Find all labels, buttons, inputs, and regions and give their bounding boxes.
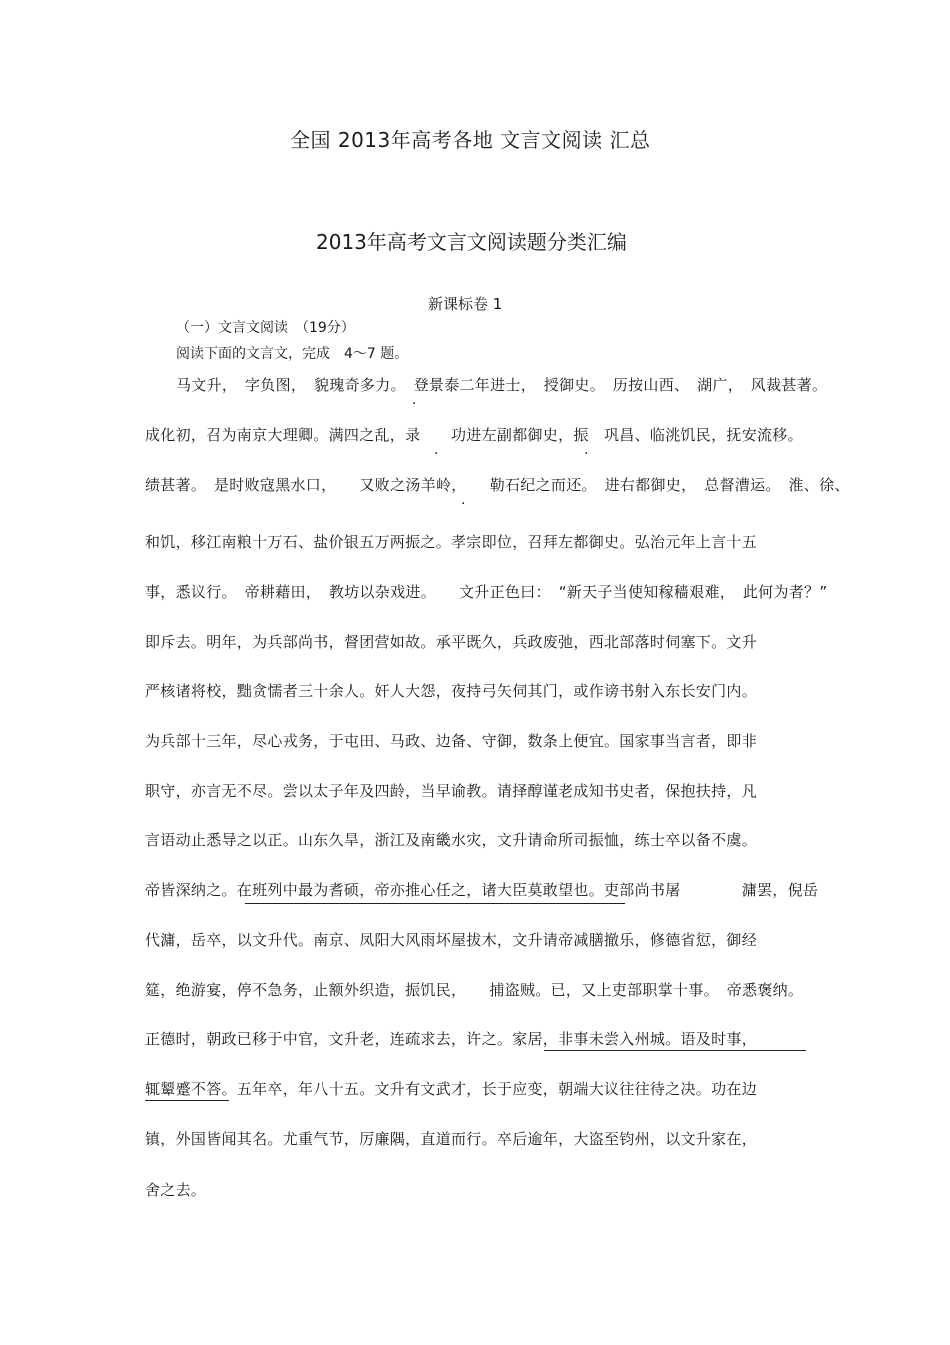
question-label: （一）文言文阅读 （19分） bbox=[176, 320, 355, 336]
passage-line-2: 成化初，召为南京大理卿。满四之乱，录 功进左副都御史，振 巩昌、临洮饥民，抚安流移。 bbox=[145, 426, 803, 444]
passage-line-9: 职守，亦言无不尽。尝以太子年及四龄，当早谕教。请择醇谨老成知书史者，保抱扶持，凡 bbox=[145, 782, 758, 800]
passage-line-7: 严核诸将校，黜贪懦者三十余人。奸人大怨，夜持弓矢伺其门，或作谤书射入东长安门内。 bbox=[145, 682, 758, 700]
emphasis-dot: . bbox=[584, 442, 589, 458]
passage-line-3: 绩甚著。 是时败寇黑水口， 又败之汤羊岭， 勒石纪之而还。 进右都御史， 总督漕运。 淮、徐、 bbox=[145, 476, 850, 494]
passage-line-4: 和饥，移江南粮十万石、盐价银五万两振之。孝宗即位，召拜左都御史。弘治元年上言十五 bbox=[145, 533, 758, 551]
passage-line-12: 代滽，岳卒，以文升代。南京、凤阳大风雨坏屋拔木，文升请帝减膳撤乐，修德省愆，御经 bbox=[145, 931, 758, 949]
instruction: 阅读下面的文言文，完成 4～7 题。 bbox=[176, 346, 409, 362]
passage-line-16: 镇，外国皆闻其名。尤重气节，厉廉隅，直道而行。卒后逾年，大盗至钧州，以文升家在， bbox=[145, 1130, 758, 1148]
underline-mark bbox=[544, 1050, 806, 1051]
underline-mark bbox=[145, 1100, 229, 1101]
passage-line-13: 筵，绝游宴，停不急务，止额外织造，振饥民， 捕盗贼。已，又上吏部职掌十事。 帝悉褒纳。 bbox=[145, 981, 804, 999]
passage-line-5: 事，悉议行。 帝耕藉田， 教坊以杂戏进。 文升正色曰： “新天子当使知稼穑艰难， 此何为者？” bbox=[145, 583, 828, 601]
passage-line-1: 马文升， 字负图， 貌瑰奇多力。 登景泰二年进士， 授御史。 历按山西、 湖广， 风裁甚著。 bbox=[176, 376, 828, 394]
emphasis-dot: . bbox=[461, 492, 466, 508]
underline-mark bbox=[245, 903, 625, 904]
passage-line-17: 舍之去。 bbox=[145, 1181, 207, 1199]
emphasis-dot: . bbox=[412, 392, 417, 408]
main-title: 全国 2013年高考各地 文言文阅读 汇总 bbox=[290, 128, 651, 152]
subtitle: 2013年高考文言文阅读题分类汇编 bbox=[316, 230, 627, 254]
emphasis-dot: . bbox=[434, 442, 439, 458]
passage-line-6: 即斥去。明年，为兵部尚书，督团营如故。承平既久，兵政废弛，西北部落时伺塞下。文升 bbox=[145, 633, 758, 651]
passage-line-10: 言语动止悉导之以正。山东久旱，浙江及南畿水灾，文升请命所司振恤，练士卒以备不虞。 bbox=[145, 831, 758, 849]
passage-line-15: 辄颦蹙不答。五年卒，年八十五。文升有文武才，长于应变，朝端大议往往待之决。功在边 bbox=[145, 1080, 758, 1098]
section-label: 新课标卷 1 bbox=[428, 295, 503, 313]
passage-line-14: 正德时，朝政已移于中官，文升老，连疏求去，许之。家居，非事未尝入州城。语及时事， bbox=[145, 1030, 758, 1048]
passage-line-11: 帝皆深纳之。在班列中最为耆硕，帝亦推心任之，诸大臣莫敢望也。吏部尚书屠 滽罢，倪岳 bbox=[145, 881, 819, 899]
passage-line-8: 为兵部十三年，尽心戎务，于屯田、马政、边备、守御，数条上便宜。国家事当言者，即非 bbox=[145, 732, 758, 750]
